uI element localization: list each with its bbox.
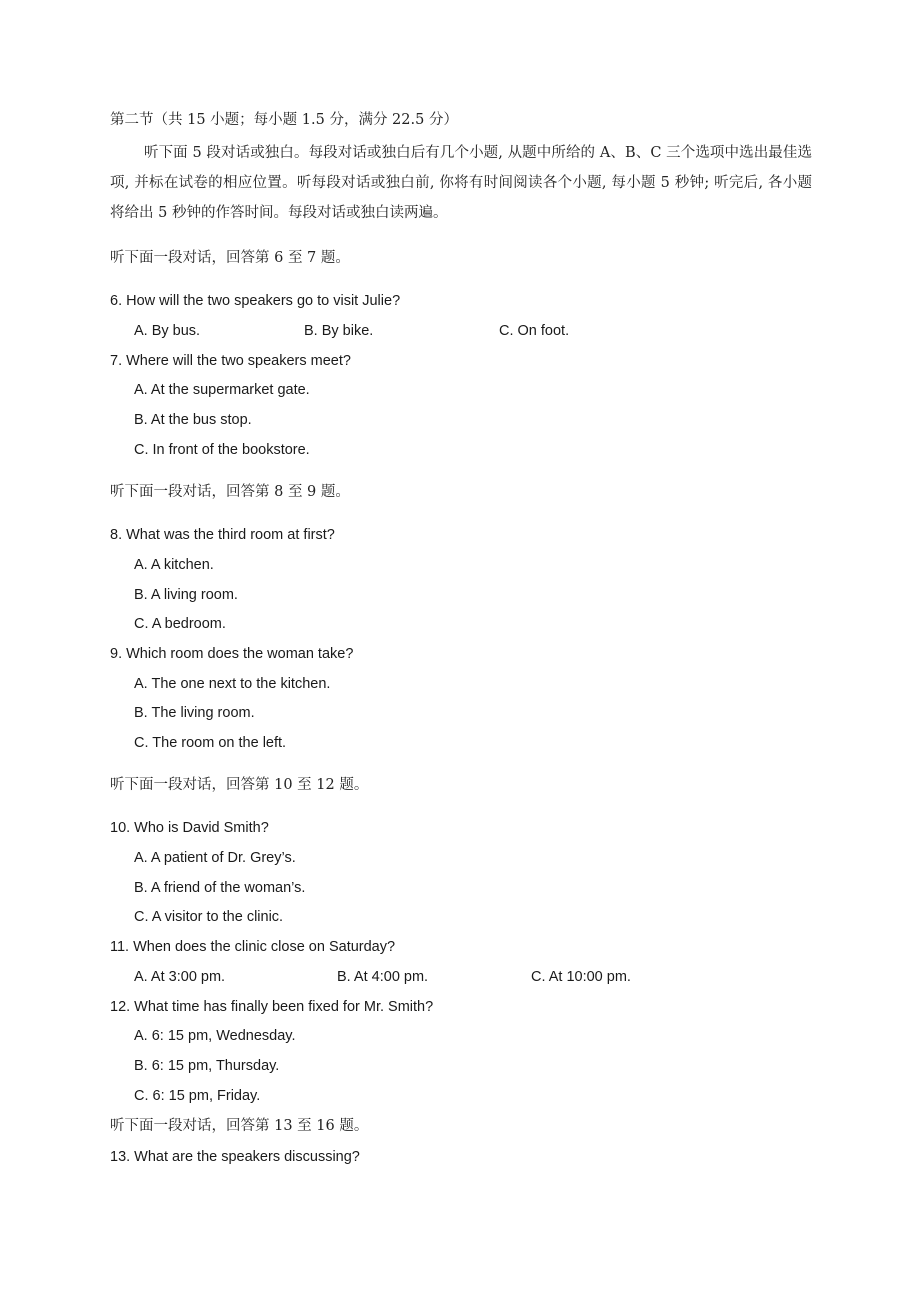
section-instructions: 听下面 5 段对话或独白。每段对话或独白后有几个小题, 从题中所给的 A、B、C 三个选项中选出最佳选项, 并标在试卷的相应位置。听每段对话或独白前, 你将有时间阅读各个小题, 每小题 5 秒钟; 听完后, 各小题将给出 5 秒钟的作答时间。每段对话或独白读两遍。 bbox=[110, 145, 812, 221]
question-6-options bbox=[134, 321, 734, 341]
question-13: 13. What are the speakers discussing? bbox=[110, 1149, 360, 1165]
option-b: B. At 4:00 pm. bbox=[337, 969, 429, 985]
group-prompt: 听下面一段对话，回答第 10 至 12 题。 bbox=[110, 777, 369, 793]
group-prompt: 听下面一段对话，回答第 6 至 7 题。 bbox=[110, 250, 350, 266]
question-11: 11. When does the clinic close on Saturday? bbox=[110, 939, 396, 955]
option-c: C. A bedroom. bbox=[134, 616, 226, 632]
question-8: 8. What was the third room at first? bbox=[110, 527, 335, 543]
option-b: B. A friend of the woman’s. bbox=[134, 880, 306, 896]
question-7: 7. Where will the two speakers meet? bbox=[110, 353, 351, 369]
option-a: A. By bus. bbox=[134, 323, 201, 339]
option-b: B. The living room. bbox=[134, 705, 255, 721]
section-header: 第二节（共 15 小题；每小题 1.5 分，满分 22.5 分） bbox=[110, 112, 458, 128]
option-a: A. A kitchen. bbox=[134, 557, 214, 573]
question-6: 6. How will the two speakers go to visit Julie? bbox=[110, 293, 401, 309]
option-a: A. A patient of Dr. Grey’s. bbox=[134, 850, 296, 866]
option-b: B. 6: 15 pm, Thursday. bbox=[134, 1058, 280, 1074]
question-9: 9. Which room does the woman take? bbox=[110, 646, 354, 662]
question-10: 10. Who is David Smith? bbox=[110, 820, 269, 836]
option-c: C. In front of the bookstore. bbox=[134, 442, 310, 458]
group-prompt: 听下面一段对话，回答第 8 至 9 题。 bbox=[110, 484, 350, 500]
option-c: C. At 10:00 pm. bbox=[531, 969, 631, 985]
option-a: A. The one next to the kitchen. bbox=[134, 676, 331, 692]
option-a: A. At 3:00 pm. bbox=[134, 969, 226, 985]
option-b: B. At the bus stop. bbox=[134, 412, 252, 428]
option-b: B. By bike. bbox=[304, 323, 374, 339]
option-c: C. On foot. bbox=[499, 323, 570, 339]
option-a: A. 6: 15 pm, Wednesday. bbox=[134, 1028, 296, 1044]
option-c: C. A visitor to the clinic. bbox=[134, 909, 284, 925]
option-c: C. 6: 15 pm, Friday. bbox=[134, 1088, 261, 1104]
option-a: A. At the supermarket gate. bbox=[134, 382, 310, 398]
question-11-options bbox=[134, 967, 734, 987]
group-prompt: 听下面一段对话，回答第 13 至 16 题。 bbox=[110, 1118, 369, 1134]
option-c: C. The room on the left. bbox=[134, 735, 287, 751]
question-12: 12. What time has finally been fixed for Mr. Smith? bbox=[110, 999, 434, 1015]
option-b: B. A living room. bbox=[134, 587, 238, 603]
